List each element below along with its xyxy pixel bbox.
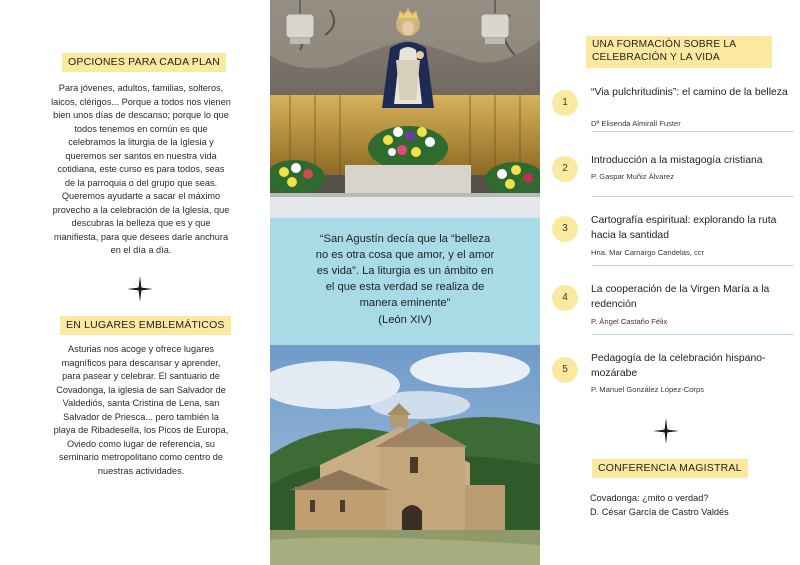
places-line: magníficos para descansar y aprender,	[61, 357, 221, 368]
options-line: de la parroquia o del grupo que seas.	[64, 177, 218, 188]
places-line: Oviedo como lugar de referencia, su	[66, 438, 216, 449]
session-item	[550, 352, 795, 420]
session-speaker: Dª Elisenda Almirall Fuster	[591, 119, 681, 128]
options-line: todos tenemos en común es que	[74, 123, 208, 134]
formation-heading: UNA FORMACIÓN SOBRE LA CELEBRACIÓN Y LA VIDA	[586, 36, 772, 68]
session-number: 4	[552, 285, 578, 311]
options-line: en el día a día.	[110, 245, 172, 256]
session-number: 1	[552, 90, 578, 116]
quote-line: no es otra cosa que amor, y el amor	[315, 248, 495, 261]
shrine-photo	[270, 0, 540, 218]
options-heading: OPCIONES PARA CADA PLAN	[62, 53, 226, 72]
quote-box	[270, 218, 540, 345]
options-line: descubras la belleza que es y que	[71, 218, 211, 229]
session-speaker: P. Gaspar Muñiz Álvarez	[591, 172, 675, 181]
quote-author: (León XIV)	[378, 313, 432, 326]
session-number: 3	[552, 216, 578, 242]
options-line: Para jóvenes, adultos, familias, solteros,	[58, 83, 224, 93]
options-text	[10, 82, 272, 258]
divider	[592, 334, 794, 335]
divider	[592, 196, 794, 197]
church-photo	[270, 345, 540, 565]
options-line: bien unos días de descanso; porque lo que	[53, 110, 229, 121]
session-item	[550, 154, 795, 222]
left-panel	[0, 0, 270, 565]
divider	[592, 131, 794, 132]
places-line: Covadonga, la iglesia de san Salvador de	[56, 384, 226, 395]
places-line: Valdediós, santa Cristina de Lena, san	[62, 398, 220, 409]
session-title: Pedagogía de la celebración hispano-mozárabe	[591, 353, 766, 379]
places-line: playa de Ribadesella, los Picos de Europa,	[53, 425, 229, 436]
conference-title: Covadonga: ¿mito o verdad?	[590, 493, 709, 503]
quote-text	[286, 232, 524, 312]
conference-speaker: D. César García de Castro Valdés	[590, 507, 729, 517]
session-title: La cooperación de la Virgen María a la redención	[591, 284, 770, 310]
places-line: para pasear y celebrar. El santuario de	[62, 371, 220, 382]
quote-line: el que esta verdad se realiza de	[325, 280, 485, 293]
session-item	[550, 283, 795, 351]
places-text	[10, 343, 272, 478]
places-line: nuestras actividades.	[97, 465, 185, 476]
places-line: Asturias nos acoge y ofrece lugares	[67, 344, 215, 354]
star-icon	[653, 418, 679, 444]
session-number: 2	[552, 156, 578, 182]
session-item	[550, 214, 795, 282]
session-speaker: Hna. Mar Camargo Candelas, ccr	[591, 248, 705, 257]
divider	[592, 265, 794, 266]
session-title: Introducción a la mistagogía cristiana	[591, 155, 763, 166]
places-line: seminario metropolitano como centro de	[59, 452, 223, 463]
conference-heading: CONFERENCIA MAGISTRAL	[592, 459, 748, 478]
session-speaker: P. Ángel Castaño Félix	[591, 317, 668, 326]
options-line: cotidiana, este curso es para todos, seas	[57, 164, 225, 175]
options-line: manifiesta, para que desees darle anchura	[53, 231, 229, 242]
session-number: 5	[552, 357, 578, 383]
quote-line: “San Agustín decía que la “belleza	[319, 233, 491, 245]
session-speaker: P. Manuel González López-Corps	[591, 385, 704, 394]
session-title: “Via pulchritudinis”: el camino de la belleza	[591, 87, 788, 98]
middle-panel	[270, 0, 540, 565]
star-icon	[127, 276, 153, 302]
places-line: Salvador de Priesca... pero también la	[63, 411, 219, 422]
options-line: queremos ser santos en nuestra vida	[65, 150, 217, 161]
session-item	[550, 86, 795, 154]
right-panel	[540, 0, 800, 565]
session-title: Cartografía espiritual: explorando la ruta hacia la santidad	[591, 215, 777, 241]
options-line: celebramos la liturgia de la Iglesia y	[68, 137, 214, 148]
quote-line: manera eminente”	[359, 296, 451, 309]
places-heading: EN LUGARES EMBLEMÁTICOS	[60, 316, 231, 335]
options-line: Queremos ayudarte a sacar el máximo	[61, 191, 221, 202]
quote-line: es vida”. La liturgia es un ámbito en	[316, 264, 494, 277]
options-line: provecho a la celebración de la Iglesia, que	[52, 204, 230, 215]
options-line: laicos, clérigos... Porque a todos nos vienen	[51, 96, 231, 107]
